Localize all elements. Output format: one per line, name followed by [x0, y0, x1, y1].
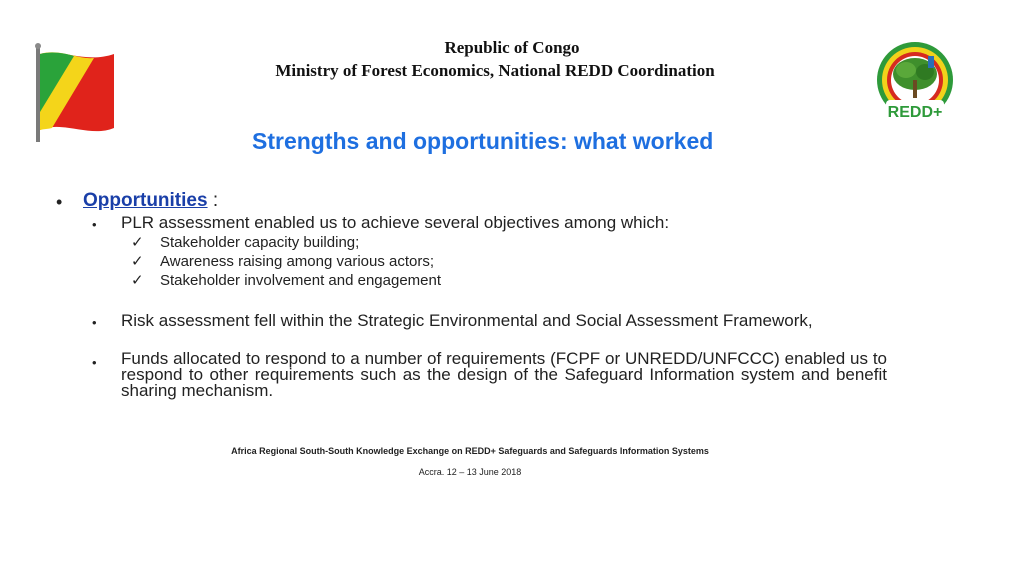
item-risk-assessment: Risk assessment fell within the Strategic Environmental and Social Assessment Framework,	[121, 311, 813, 330]
opportunities-label: Opportunities	[83, 190, 208, 211]
check-icon: ✓	[131, 253, 144, 270]
opportunities-colon: :	[207, 190, 219, 211]
item-plr-assessment: PLR assessment enabled us to achieve several objectives among which:	[121, 213, 670, 232]
sub-bullet-icon: •	[92, 315, 97, 330]
check-item-involvement: Stakeholder involvement and engagement	[160, 272, 442, 289]
item-funds-allocated: Funds allocated to respond to a number of requirements (FCPF or UNREDD/UNFCCC) enabled us to respond to other requirements such as the design of the Safeguard Information system and benefit sharing mechanism.	[121, 349, 887, 400]
header-country: Republic of Congo	[444, 38, 580, 57]
slide-title: Strengths and opportunities: what worked	[252, 128, 714, 154]
check-icon: ✓	[131, 234, 144, 251]
header-ministry: Ministry of Forest Economics, National REDD Coordination	[275, 61, 715, 80]
check-item-capacity: Stakeholder capacity building;	[160, 234, 360, 251]
bullet-icon: •	[56, 192, 63, 212]
check-icon: ✓	[131, 272, 144, 289]
footer-place-date: Accra. 12 – 13 June 2018	[418, 467, 522, 477]
opportunities-heading	[83, 190, 218, 212]
sub-bullet-icon: •	[92, 217, 97, 232]
check-item-awareness: Awareness raising among various actors;	[160, 253, 435, 270]
footer-event: Africa Regional South-South Knowledge Exchange on REDD+ Safeguards and Safeguards Information Systems	[231, 446, 709, 456]
logo-text: REDD+	[887, 104, 943, 121]
sub-bullet-icon: •	[92, 355, 97, 370]
